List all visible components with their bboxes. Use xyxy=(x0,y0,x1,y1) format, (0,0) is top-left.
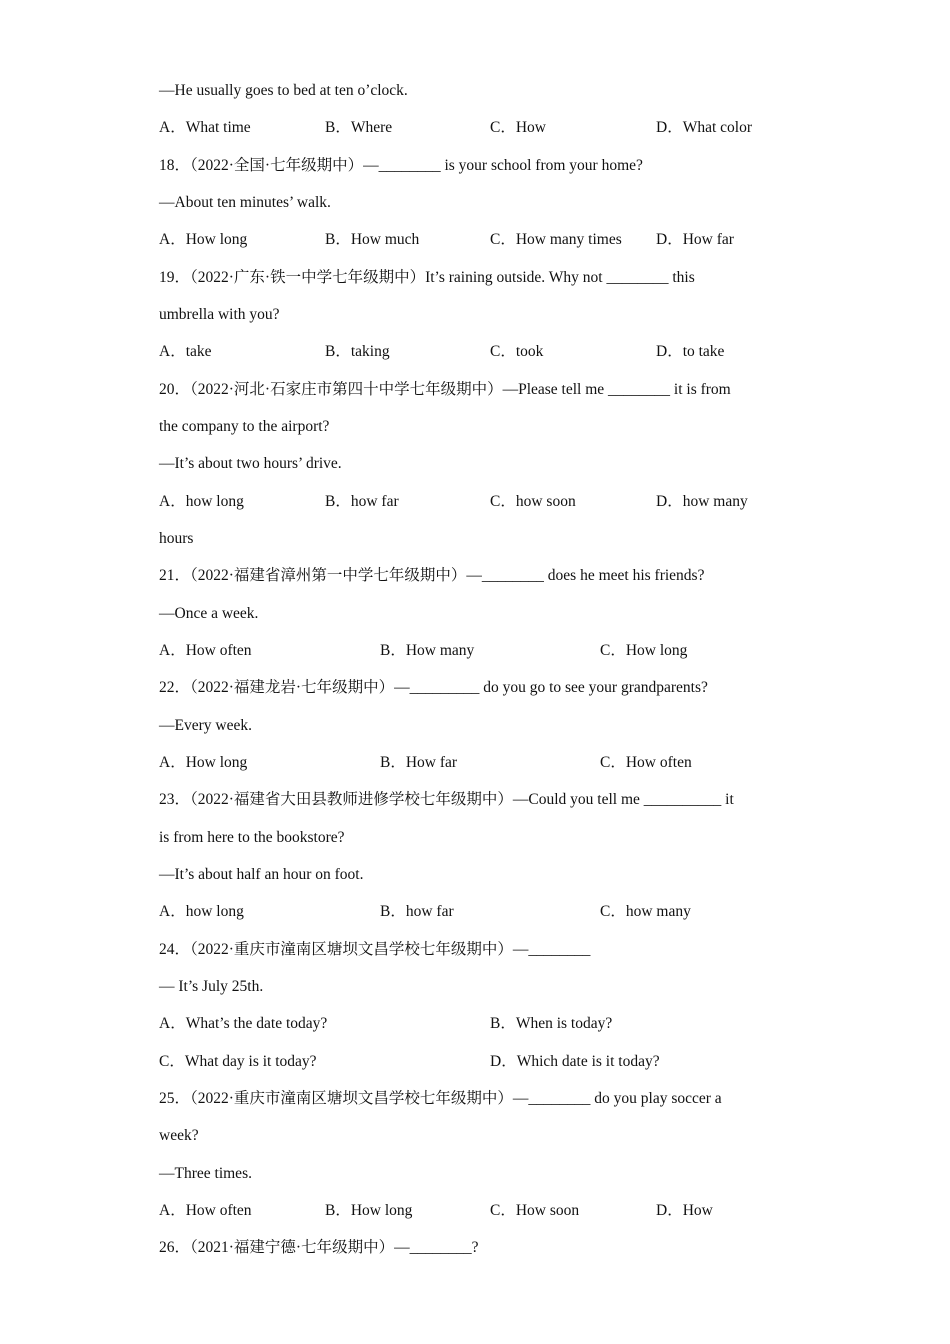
q21-answer-line: —Once a week. xyxy=(159,605,259,622)
q20-option-c: C．how soon xyxy=(490,493,576,510)
q19-option-d: D．to take xyxy=(656,343,725,360)
q18-answer-line: —About ten minutes’ walk. xyxy=(159,194,331,211)
q20-stem-line1: 20．（2022·河北·石家庄市第四十中学七年级期中）—Please tell me ________ it is from xyxy=(159,381,731,398)
q25-option-c: C．How soon xyxy=(490,1202,580,1219)
q24-option-d: D．Which date is it today? xyxy=(490,1053,660,1070)
q19-stem-line2: umbrella with you? xyxy=(159,306,280,323)
q18-option-d: D．How far xyxy=(656,231,734,248)
q23-option-a: A．how long xyxy=(159,903,244,920)
q21-option-a: A．How often xyxy=(159,642,252,659)
q25-answer-line: —Three times. xyxy=(159,1165,252,1182)
q20-stem-line2: the company to the airport? xyxy=(159,418,330,435)
q17-option-b: B．Where xyxy=(325,119,393,136)
q24-stem: 24．（2022·重庆市潼南区塘坝文昌学校七年级期中）—________ xyxy=(159,941,591,958)
q22-option-c: C．How often xyxy=(600,754,692,771)
q20-option-b: B．how far xyxy=(325,493,399,510)
q21-option-c: C．How long xyxy=(600,642,688,659)
q19-option-c: C．took xyxy=(490,343,544,360)
q25-stem-line1: 25．（2022·重庆市潼南区塘坝文昌学校七年级期中）—________ do you play soccer a xyxy=(159,1090,722,1107)
q18-stem: 18．（2022·全国·七年级期中）—________ is your school from your home? xyxy=(159,157,643,174)
q25-option-d: D．How xyxy=(656,1202,713,1219)
q25-option-a: A．How often xyxy=(159,1202,252,1219)
q20-option-overflow: hours xyxy=(159,530,194,547)
q24-option-b: B．When is today? xyxy=(490,1015,613,1032)
q23-option-c: C．how many xyxy=(600,903,691,920)
q18-option-a: A．How long xyxy=(159,231,248,248)
q19-stem-line1: 19．（2022·广东·铁一中学七年级期中）It’s raining outside. Why not ________ this xyxy=(159,269,695,286)
q20-answer-line: —It’s about two hours’ drive. xyxy=(159,455,342,472)
q23-answer-line: —It’s about half an hour on foot. xyxy=(159,866,364,883)
q17-option-c: C．How xyxy=(490,119,546,136)
q17-option-d: D．What color xyxy=(656,119,752,136)
q18-option-c: C．How many times xyxy=(490,231,622,248)
q24-option-c: C．What day is it today? xyxy=(159,1053,317,1070)
q22-answer-line: —Every week. xyxy=(159,717,252,734)
q25-stem-line2: week? xyxy=(159,1127,199,1144)
q20-option-a: A．how long xyxy=(159,493,244,510)
q24-answer-line: — It’s July 25th. xyxy=(159,978,264,995)
q23-option-b: B．how far xyxy=(380,903,454,920)
q21-option-b: B．How many xyxy=(380,642,475,659)
q21-stem: 21．（2022·福建省漳州第一中学七年级期中）—________ does he meet his friends? xyxy=(159,567,705,584)
q23-stem-line2: is from here to the bookstore? xyxy=(159,829,345,846)
q17-answer-line: —He usually goes to bed at ten o’clock. xyxy=(159,82,408,99)
q17-option-a: A．What time xyxy=(159,119,251,136)
q22-option-b: B．How far xyxy=(380,754,458,771)
q20-option-d: D．how many xyxy=(656,493,748,510)
q19-option-a: A．take xyxy=(159,343,212,360)
q25-option-b: B．How long xyxy=(325,1202,413,1219)
q22-stem: 22．（2022·福建龙岩·七年级期中）—_________ do you go to see your grandparents? xyxy=(159,679,708,696)
q19-option-b: B．taking xyxy=(325,343,390,360)
q22-option-a: A．How long xyxy=(159,754,248,771)
q23-stem-line1: 23．（2022·福建省大田县教师进修学校七年级期中）—Could you tell me __________ it xyxy=(159,791,734,808)
q18-option-b: B．How much xyxy=(325,231,420,248)
q24-option-a: A．What’s the date today? xyxy=(159,1015,328,1032)
q26-stem: 26．（2021·福建宁德·七年级期中）—________? xyxy=(159,1239,479,1256)
